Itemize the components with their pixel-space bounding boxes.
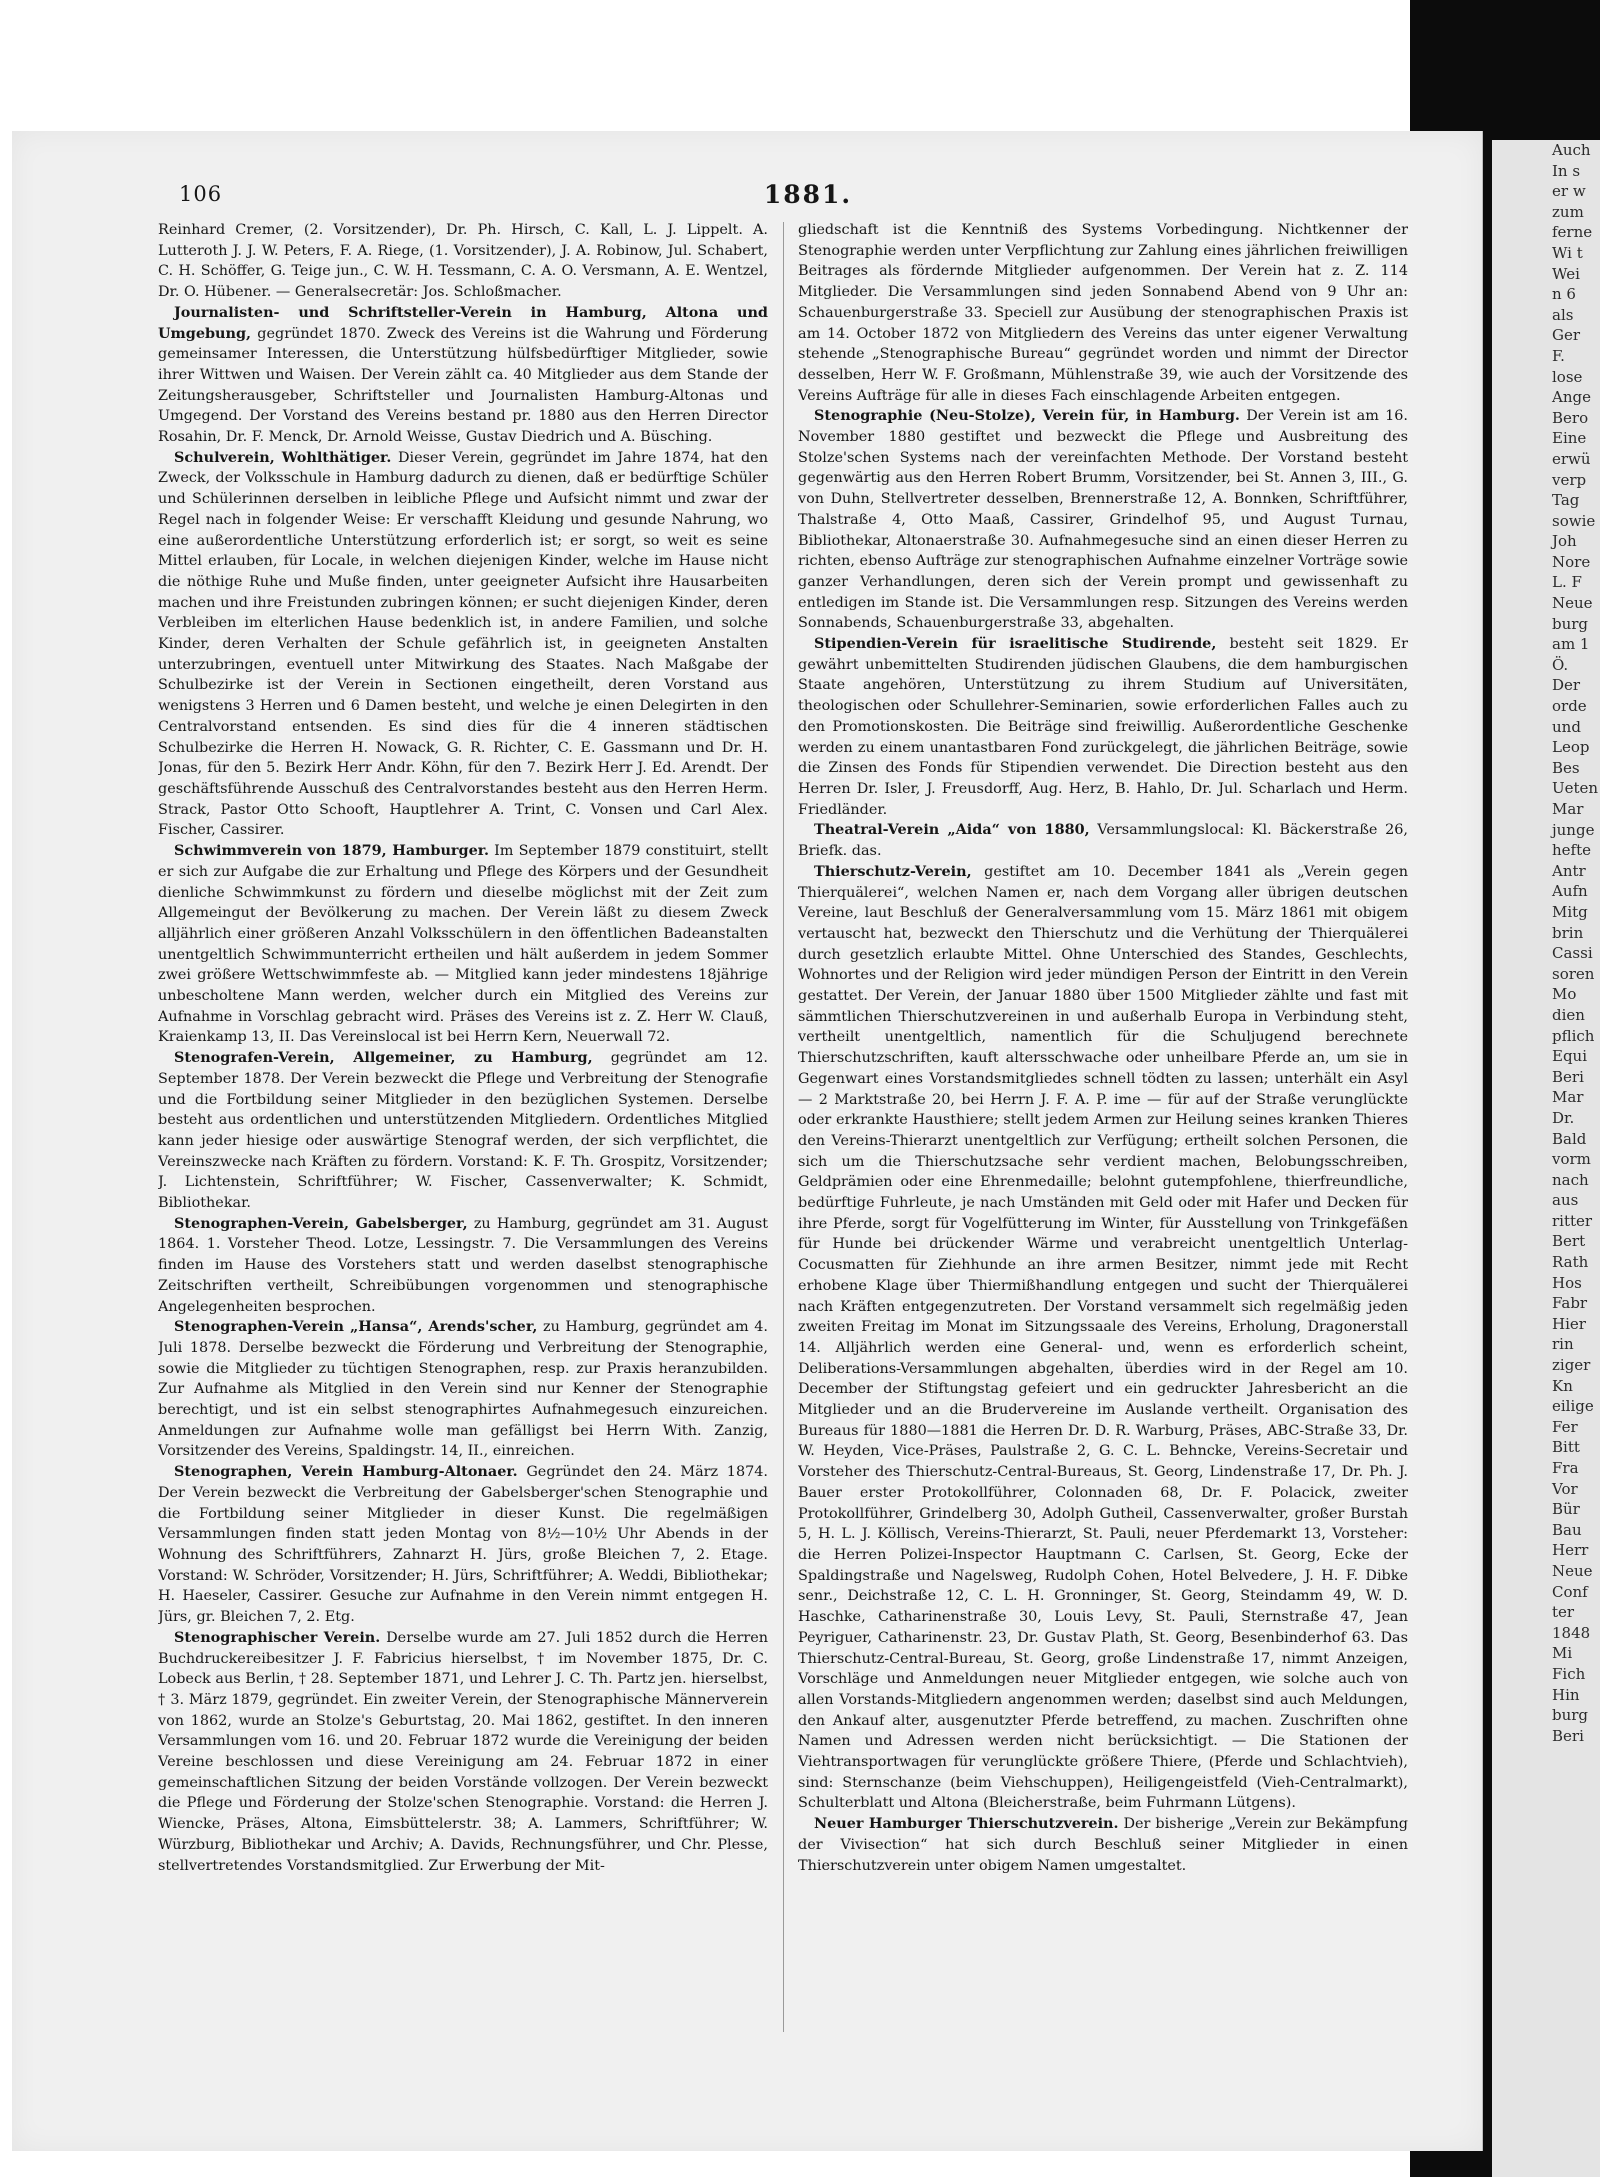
adjacent-page-fragment: Mar [1552,800,1584,818]
entry-heading: Stenographen-Verein „Hansa“, Arends'scher, [174,1318,538,1336]
adjacent-page-fragment: Fer [1552,1417,1578,1436]
adjacent-page-fragment: Antr [1552,861,1586,880]
adjacent-page-fragment: soren [1552,964,1595,983]
page-number: 106 [179,182,223,206]
adjacent-page-fragment: Ö. [1552,655,1569,674]
entry-heading: Stenographen-Verein, Gabelsberger, [174,1214,468,1232]
entry-text: besteht seit 1829. Er gewährt unbemittelten Studirenden jüdischen Glaubens, die dem hamburgischen Staate angehören, Unterstützung zu ihrem Studium auf Universitäten, theologischen oder Schullehrer-Seminarien, sowie erforderlichen Falles auch zu den Promotionskosten. Die Beiträge sind freiwillig. Außerordentliche Geschenke werden zu einem unantastbaren Fond zurückgelegt, die jährlichen Beiträge, sowie die Zinsen des Fonds für Stipendien verwendet. Die Direction besteht aus den Herren Dr. Isler, J. Freusdorff, Aug. Herz, B. Hahlo, Dr. Jul. Scharlach und Herm. Friedländer. [798,636,1408,818]
adjacent-page-fragment: hefte [1552,841,1591,860]
adjacent-page-fragment: Ger [1552,326,1581,345]
adjacent-page-fragment: Mo [1552,985,1577,1004]
adjacent-page-fragment: am 1 [1552,635,1590,654]
adjacent-page-fragment: Bero [1552,408,1589,427]
adjacent-page-fragment: Auch [1552,141,1591,159]
entry-paragraph [798,220,1408,406]
entry-paragraph [798,406,1408,634]
entry-text: gegründet am 12. September 1878. Der Verein bezweckt die Pflege und Verbreitung der Stenografie und die Fortbildung seiner Mitglieder in den bezüglichen Systemen. Derselbe besteht aus ordentlichen und unterstützenden Mitgliedern. Ordentliches Mitglied kann jeder hiesige oder auswärtige Stenograf werden, der sich verpflichtet, die Vereinszwecke nach Kräften zu fördern. Vorstand: K. F. Th. Grospitz, Vorsitzender; J. Lichtenstein, Schriftführer; W. Fischer, Cassenverwalter; K. Schmidt, Bibliothekar. [158,1050,768,1212]
adjacent-page-fragment: Tag [1552,491,1580,510]
adjacent-page-fragment: Neue [1552,1561,1593,1580]
entry-heading: Stenografen-Verein, Allgemeiner, zu Hamburg, [174,1049,593,1067]
entry-heading: Stenographischer Verein. [174,1628,381,1646]
adjacent-page-fragment: Fabr [1552,1294,1588,1313]
adjacent-page-fragment: lose [1552,367,1583,386]
adjacent-page-fragment: Bau [1552,1520,1582,1539]
entry-paragraph [158,448,768,841]
entry-paragraph [798,634,1408,820]
adjacent-page-fragment: Conf [1552,1582,1588,1601]
entry-text: gliedschaft ist die Kenntniß des Systems Vorbedingung. Nichtkenner der Stenographie werden unter Verpflichtung zur Zahlung eines jährlichen freiwilligen Beitrages als fördernde Mitglieder aufgenommen. Der Verein hat z. Z. 114 Mitglieder. Die Versammlungen sind jeden Sonnabend Abend von 9 Uhr an: Schauenburgerstraße 33. Speciell zur Ausübung der stenographischen Praxis ist am 14. October 1872 von Mitgliedern des Vereins das unter eigener Verwaltung stehende „Stenographische Bureau“ gegründet worden und nimmt der Director desselben, Herr W. F. Großmann, Mühlenstraße 39, wie auch der Vorsitzende des Vereins Aufträge für alle in dieses Fach einschlagende Arbeiten entgegen. [798,222,1408,404]
adjacent-page-fragment: Bert [1552,1232,1586,1251]
entry-text: gestiftet am 10. December 1841 als „Verein gegen Thierquälerei“, welchen Namen er, nach dem Vorgang aller übrigen deutschen Vereine, laut Beschluß der Generalversammlung vom 15. März 1861 mit obigem vertauscht hat, bezweckt den Thierschutz und die Verhütung der Thierquälerei durch gesetzlich erlaubte Mittel. Ohne Unterschied des Standes, Geschlechts, Wohnortes und der Religion wird jeder mündigen Person der Eintritt in den Verein gestattet. Der Verein, der Januar 1880 über 1500 Mitglieder zählte und fast mit sämmtlichen Thierschutzvereinen in und außerhalb Europa in Verbindung steht, vertheilt unentgeltlich, namentlich für die Schuljugend berechnete Thierschutzschriften, kauft altersschwache oder unheilbare Pferde an, um sie in Gegenwart eines Vorstandsmitgliedes schnell tödten zu lassen; unterhält ein Asyl — 2 Marktstraße 20, bei Herrn J. F. A. P. ime — für auf der Straße verunglückte oder erkrankte Hausthiere; stellt jedem Armen zur Heilung seines kranken Thieres den Vereins-Thierarzt unentgeltlich zur Verfügung; ertheilt solchen Personen, die sich um die Thierschutzsache sehr verdient machen, Belobungsschreiben, Geldprämien oder eine Ehrenmedaille; belohnt gutempfohlene, thierfreundliche, bedürftige Fuhrleute, je nach Umständen mit Geld oder mit Hafer und Decken für ihre Pferde, sorgt für Vogelfütterung im Winter, für Ausstellung von Trinkgefäßen für Hunde bei drückender Wärme und verabreicht unentgeltlich Unterlag-Cocusmatten für Ziehhunde an ihre armen Besitzer, nimmt jede mit Recht erhobene Klage über Thiermißhandlung entgegen und sucht der Thierquälerei nach Kräften entgegenzutreten. Der Vorstand versammelt sich regelmäßig jeden zweiten Freitag im Monat im Sitzungssaale des Vereins, Erholung, Dragonerstall 14. Alljährlich werden eine General- und, wenn es erforderlich scheint, Deliberations-Versammlungen abgehalten, überdies wird in der Regel am 10. December der Stiftungstag gefeiert und ein gedruckter Jahresbericht an die Mitglieder und an die Brudervereine im Auslande vertheilt. Organisation des Bureaus für 1880—1881 die Herren Dr. D. R. Warburg, Präses, ABC-Straße 33, Dr. W. Heyden, Vice-Präses, Paulstraße 2, G. C. L. Behncke, Vereins-Secretair und Vorsteher des Thierschutz-Central-Bureaus, St. Georg, Lindenstraße 17, Dr. Ph. J. Bauer erster Protokollführer, Colonnaden 68, Dr. F. Polacick, zweiter Protokollführer, Grindelberg 30, Adolph Gutheil, Cassenverwalter, großer Burstah 5, H. L. J. Köllisch, Vereins-Thierarzt, St. Pauli, neuer Pferdemarkt 13, Vorsteher: die Herren Polizei-Inspector Hauptmann C. Carlsen, St. Georg, Ecke der Spaldingstraße und Nagelsweg, Rudolph Cohen, Hotel Belvedere, J. H. F. Dibke senr., Deichstraße 12, C. L. H. Gronninger, St. Georg, Steindamm 49, W. D. Haschke, Catharinenstraße 30, Louis Levy, St. Pauli, Sternstraße 47, Jean Peyriguer, Catharinenstr. 23, Dr. Gustav Plath, St. Georg, Besenbinderhof 63. Das Thierschutz-Central-Bureau, St. Georg, große Lindenstraße 17, nimmt Anzeigen, Vorschläge und Anmeldungen neuer Mitglieder entgegen, wie solche auch von allen Vorstands-Mitgliedern angenommen werden; daselbst sind auch Meldungen, den Ankauf alter, ausgenutzter Pferde betreffend, zu machen. Zuschriften ohne Namen und Adressen werden nicht berücksichtigt. — Die Stationen der Viehtransportwagen für verunglückte größere Thiere, (Pferde und Schlachtvieh), sind: Sternschanze (beim Viehschuppen), Heiligengeistfeld (Vieh-Centralmarkt), Schulterblatt und Altona (Bleicherstraße, beim Fuhrmann Lütgens). [798,863,1408,1812]
adjacent-page-fragment: Beri [1552,1726,1584,1745]
entry-paragraph [158,303,768,448]
adjacent-page-fragment: Equi [1552,1047,1588,1066]
adjacent-page-fragment: ferne [1552,223,1593,242]
adjacent-page-fragment: pflich [1552,1026,1595,1045]
adjacent-page-fragment: Nore [1552,552,1591,571]
adjacent-page-fragment: Kn [1552,1376,1573,1395]
adjacent-page-fragment: ter [1552,1603,1575,1622]
adjacent-page-fragment: n 6 [1552,285,1576,304]
adjacent-page-fragment: Mi [1552,1644,1573,1663]
adjacent-page-fragment: F. [1552,346,1565,365]
adjacent-page-fragment: Beri [1552,1067,1584,1086]
entry-paragraph [158,1628,768,1876]
page-header-year: 1881. [763,180,853,209]
entry-paragraph [158,841,768,1048]
adjacent-page-fragment: burg [1552,614,1589,633]
adjacent-page-fragment: dien [1552,1005,1585,1024]
adjacent-page-fragment: nach [1552,1170,1589,1189]
adjacent-page-fragment: Bes [1552,758,1580,777]
adjacent-page-fragment: und [1552,717,1581,736]
entry-heading: Theatral-Verein „Aida“ von 1880, [814,821,1090,839]
adjacent-page-fragment: Leop [1552,738,1590,757]
adjacent-page-fragment: Aufn [1552,882,1588,901]
entry-heading: Stipendien-Verein für israelitische Studirende, [814,635,1217,653]
entry-text: Reinhard Cremer, (2. Vorsitzender), Dr. Ph. Hirsch, C. Kall, L. J. Lippelt. A. Lutteroth J. J. W. Peters, F. A. Riege, (1. Vorsitzender), J. A. Robinow, Jul. Schabert, C. H. Schöffer, G. Teige jun., C. W. H. Tessmann, C. A. O. Versmann, A. E. Wentzel, Dr. O. Hübener. — Generalsecretär: Jos. Schloßmacher. [158,222,768,301]
adjacent-page-fragment: Mitg [1552,902,1588,921]
adjacent-page-fragment: Bald [1552,1129,1587,1148]
entry-paragraph [158,1317,768,1462]
entry-paragraph [158,1462,768,1628]
adjacent-page-fragment: er w [1552,182,1586,201]
entry-paragraph [158,1048,768,1214]
entry-text: gegründet 1870. Zweck des Vereins ist die Wahrung und Förderung gemeinsamer Interessen, die Unterstützung hülfsbedürftiger Mitglieder, sowie ihrer Wittwen und Waisen. Der Verein zählt ca. 40 Mitglieder aus dem Stande der Zeitungsherausgeber, Schriftsteller und Journalisten Hamburg-Altonas und Umgegend. Der Vorstand des Vereins bestand pr. 1880 aus den Herren Director Rosahin, Dr. F. Menck, Dr. Arnold Weisse, Gustav Diedrich und A. Büsching. [158,325,768,446]
adjacent-page-fragments [1492,140,1600,1746]
entry-text: Versammlungslocal: Kl. Bäckerstraße 26, Briefk. das. [798,822,1408,860]
entry-heading: Schulverein, Wohlthätiger. [174,448,392,466]
adjacent-page-fragment: Joh [1552,532,1577,551]
adjacent-page-fragment: vorm [1552,1150,1591,1169]
right-column [798,220,1408,2035]
adjacent-page-fragment: Wei [1552,264,1580,283]
entry-text: zu Hamburg, gegründet am 31. August 1864. 1. Vorsteher Theod. Lotze, Lessingstr. 7. Die Versammlungen des Vereins finden im Hause des Vorstehers statt und werden daselbst stenographische Zeitschriften vertheilt, Schreibübungen vorgenommen und stenographische Angelegenheiten besprochen. [158,1215,768,1315]
adjacent-page-fragment: Dr. [1552,1108,1575,1127]
adjacent-page-fragment: zum [1552,202,1584,221]
adjacent-page-strip [1492,140,1600,2177]
adjacent-page-fragment: aus [1552,1191,1579,1210]
entry-paragraph [798,820,1408,861]
entry-heading: Journalisten- und Schriftsteller-Verein in Hamburg, Altona und Umgebung, [158,303,768,342]
entry-text: Im September 1879 constituirt, stellt er sich zur Aufgabe die zur Erhaltung und Pflege des Körpers und der Gesundheit dienliche Schwimmkunst zu fördern und dieselbe möglichst mit der Zeit zum Allgemeingut der Bevölkerung zu machen. Der Verein läßt zu diesem Zweck alljährlich einer größeren Anzahl Volksschülern in den öffentlichen Badeanstalten unentgeltlich Schwimmunterricht ertheilen und hält außerdem in jedem Sommer zwei größere Wettschwimmfeste ab. — Mitglied kann jeder mindestens 18jährige unbescholtene Mann werden, welcher durch ein Mitglied des Vereins zur Aufnahme in Vorschlag gebracht wird. Präses des Vereins ist z. Z. Herr W. Clauß, Kraienkamp 13, II. Das Vereinslocal ist bei Herrn Kern, Neuerwall 72. [158,843,768,1046]
entry-paragraph [798,1814,1408,1876]
column-divider [783,222,784,2032]
adjacent-page-fragment: rin [1552,1335,1574,1354]
adjacent-page-fragment: ziger [1552,1356,1591,1375]
adjacent-page-fragment: Fich [1552,1664,1586,1683]
entry-paragraph [158,220,768,303]
adjacent-page-fragment: eilige [1552,1397,1594,1416]
entry-heading: Thierschutz-Verein, [814,862,972,880]
entry-text: Derselbe wurde am 27. Juli 1852 durch die Herren Buchdruckereibesitzer J. F. Fabricius hierselbst, † im November 1875, Dr. C. Lobeck aus Berlin, † 28. September 1871, und Lehrer J. C. Th. Partz jen. hierselbst, † 3. März 1879, gegründet. Ein zweiter Verein, der Stenographische Männerverein von 1862, wurde an Stolze's Geburtstag, 20. Mai 1862, gestiftet. In den inneren Versammlungen vom 16. und 20. Februar 1872 wurde die Vereinigung der beiden Vereine beschlossen und diese Vereinigung am 24. Februar 1872 in einer gemeinschaftlichen Sitzung der beiden Vorstände vollzogen. Der Verein bezweckt die Pflege und Förderung der Stolze'schen Stenographie. Vorstand: die Herren J. Wiencke, Präses, Altona, Eimsbüttelerstr. 38; A. Lammers, Schriftführer; W. Würzburg, Bibliothekar und Archiv; A. Davids, Rechnungsführer, und Chr. Plesse, stellvertretendes Vorstandsmitglied. Zur Erwerbung der Mit- [158,1629,768,1874]
entry-heading: Stenographen, Verein Hamburg-Altonaer. [174,1463,518,1481]
adjacent-page-fragment: Hin [1552,1685,1580,1704]
adjacent-page-fragment: als [1552,305,1574,324]
entry-paragraph [158,1214,768,1318]
adjacent-page-fragment: Fra [1552,1459,1579,1477]
adjacent-page-fragment: Eine [1552,429,1587,448]
adjacent-page-fragment: Hier [1552,1314,1586,1333]
adjacent-page-fragment: Ueten [1552,779,1599,798]
adjacent-page-fragment: erwü [1552,449,1591,468]
adjacent-page-fragment: 1848 [1552,1623,1591,1642]
entry-paragraph [798,862,1408,1814]
adjacent-page-fragment: ritter [1552,1211,1593,1230]
adjacent-page-fragment: Mar [1552,1088,1584,1107]
adjacent-page-fragment: Bitt [1552,1438,1580,1457]
entry-heading: Neuer Hamburger Thierschutzverein. [814,1815,1119,1833]
adjacent-page-fragment: burg [1552,1706,1589,1725]
adjacent-page-fragment: Hos [1552,1273,1582,1292]
adjacent-page-fragment: In s [1552,161,1581,180]
adjacent-page-fragment: junge [1552,820,1595,839]
adjacent-page-fragment: Bür [1552,1500,1580,1519]
adjacent-page-fragment: Ange [1552,388,1591,407]
left-column [158,220,768,2035]
adjacent-page-fragment: Vor [1552,1479,1578,1498]
adjacent-page-fragment: Rath [1552,1253,1589,1272]
adjacent-page-fragment: Neue [1552,594,1593,613]
entry-text: Gegründet den 24. März 1874. Der Verein bezweckt die Verbreitung der Gabelsberger'schen Stenographie und die Fortbildung seiner Mitglieder in dieser Kunst. Die regelmäßigen Versammlungen finden statt jeden Montag von 8½—10½ Uhr Abends in der Wohnung des Schriftführers, Zahnarzt H. Jürs, große Bleichen 7, 2. Etage. Vorstand: W. Schröder, Vorsitzender; H. Jürs, Schriftführer; A. Weddi, Bibliothekar; H. Haeseler, Cassirer. Gesuche zur Aufnahme in den Verein nimmt entgegen H. Jürs, gr. Bleichen 7, 2. Etg. [158,1464,768,1626]
entry-text: Der bisherige „Verein zur Bekämpfung der Vivisection“ hat sich durch Beschluß seiner Mitglieder in einen Thierschutzverein unter obigem Namen umgestaltet. [798,1816,1408,1874]
adjacent-page-fragment: verp [1552,470,1587,489]
adjacent-page-fragment: Cassi [1552,944,1593,963]
entry-heading: Schwimmverein von 1879, Hamburger. [174,842,489,860]
adjacent-page-fragment: L. F [1552,573,1582,592]
adjacent-page-fragment: sowie [1552,511,1596,530]
adjacent-page-fragment: Wi t [1552,243,1583,262]
entry-heading: Stenographie (Neu-Stolze), Verein für, in Hamburg. [814,407,1240,425]
adjacent-page-fragment: Der [1552,676,1581,695]
adjacent-page-fragment: brin [1552,923,1584,942]
adjacent-page-fragment: Herr [1552,1541,1589,1560]
adjacent-page-fragment: orde [1552,697,1587,716]
entry-text: zu Hamburg, gegründet am 4. Juli 1878. Derselbe bezweckt die Förderung und Verbreitung der Stenographie, sowie die Mitglieder zu tüchtigen Stenographen, resp. zur Praxis heranzubilden. Zur Aufnahme als Mitglied in den Verein sind nur Kenner der Stenographie berechtigt, und ist ein selbst stenographirtes Aufnahmegesuch einzureichen. Anmeldungen zur Aufnahme wolle man gefälligst bei Herrn With. Zanzig, Vorsitzender des Vereins, Spaldingstr. 14, II., einreichen. [158,1319,768,1460]
entry-text: Der Verein ist am 16. November 1880 gestiftet und bezweckt die Pflege und Ausbreitung des Stolze'schen Systems nach der vereinfachten Methode. Der Vorstand besteht gegenwärtig aus den Herren Robert Brumm, Vorsitzender, bei St. Annen 3, III., G. von Duhn, Stellvertreter desselben, Brennerstraße 12, A. Bonnken, Schriftführer, Thalstraße 4, Otto Maaß, Cassirer, Grindelhof 95, und August Turnau, Bibliothekar, Altonaerstraße 30. Aufnahmegesuche sind an einen dieser Herren zu richten, ebenso Aufträge zur stenographischen Aufnahme einzelner Vorträge sowie ganzer Verhandlungen, deren sich der Verein prompt und gewissenhaft zu entledigen im Stande ist. Die Versammlungen resp. Sitzungen des Vereins werden Sonnabends, Schauenburgerstraße 33, abgehalten. [798,408,1408,632]
entry-text: Dieser Verein, gegründet im Jahre 1874, hat den Zweck, der Volksschule in Hamburg dadurch zu dienen, daß er bedürftige Schüler und Schülerinnen derselben in leibliche Pflege und Aufsicht nimmt und zwar der Regel nach in folgender Weise: Er verschafft Kleidung und gesunde Nahrung, wo eine außerordentliche Unterstützung erforderlich ist; er sorgt, so weit es seine Mittel erlauben, für Locale, in welchen diejenigen Kinder, welche im Hause nicht die nöthige Ruhe und Muße finden, unter geeigneter Aufsicht ihre Hausarbeiten machen und ihre Freistunden zubringen können; er sucht diejenigen Kinder, deren Verbleiben im elterlichen Hause bedenklich ist, in andere Familien, und solche Kinder, deren Verhalten der Schule gefährlich ist, in geeigneten Anstalten unterzubringen, eventuell unter Mitwirkung des Staates. Nach Maßgabe der Schulbezirke ist der Verein in Sectionen eingetheilt, deren Vorstand aus wenigstens 3 Herren und 6 Damen besteht, und welche je einen Delegirten in den Centralvorstand entsenden. Es sind dies für die 4 inneren städtischen Schulbezirke die Herren H. Nowack, G. R. Richter, C. E. Gassmann und Dr. H. Jonas, für den 5. Bezirk Herr Andr. Köhn, für den 7. Bezirk Herr J. Ed. Arendt. Der geschäftsführende Ausschuß des Centralvorstandes besteht aus den Herren Herm. Strack, Pastor Otto Schooft, Hauptlehrer A. Trint, C. Vonsen und Carl Alex. Fischer, Cassirer. [158,449,768,839]
